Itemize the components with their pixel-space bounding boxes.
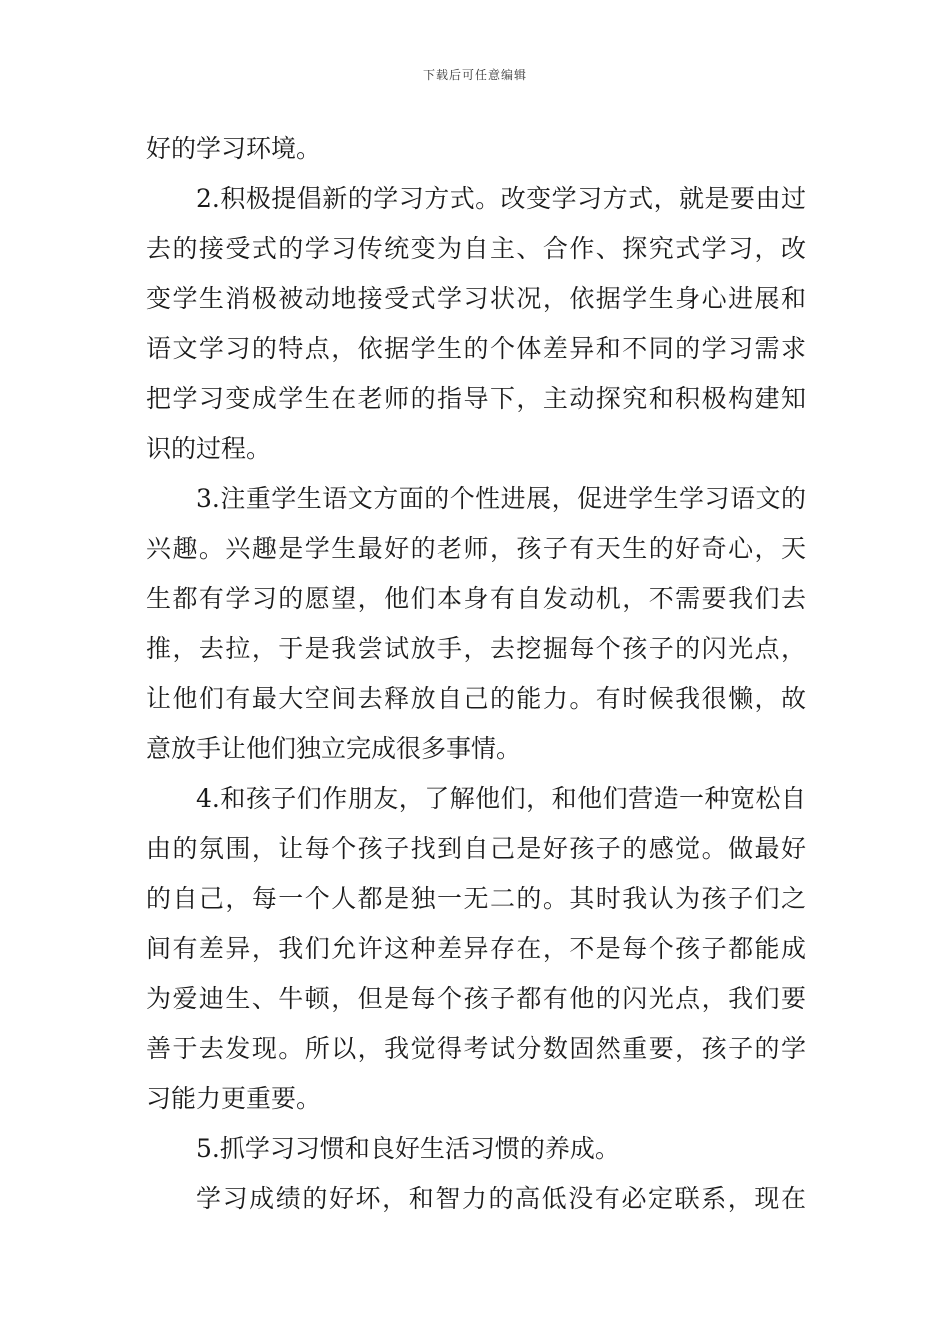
text-line: 2.积极提倡新的学习方式。改变学习方式，就是要由过 [196,184,806,213]
text-line: 3.注重学生语文方面的个性进展，促进学生学习语文的 [196,484,806,513]
text-line: 识的过程。 [146,434,272,463]
text-line: 意放手让他们独立完成很多事情。 [146,734,522,763]
text-line: 为爱迪生、牛顿，但是每个孩子都有他的闪光点，我们要 [146,984,806,1013]
text-line: 让他们有最大空间去释放自己的能力。有时候我很懒，故 [146,684,806,713]
document-body [146,124,806,1224]
text-line: 语文学习的特点，依据学生的个体差异和不同的学习需求 [146,334,806,363]
text-line: 的自己，每一个人都是独一无二的。其时我认为孩子们之 [146,884,806,913]
text-line: 兴趣。兴趣是学生最好的老师，孩子有天生的好奇心，天 [146,534,806,563]
text-line: 间有差异，我们允许这种差异存在，不是每个孩子都能成 [146,934,806,963]
text-line: 生都有学习的愿望，他们本身有自发动机，不需要我们去 [146,584,806,613]
page-header-note: 下载后可任意编辑 [422,68,527,82]
text-line: 习能力更重要。 [146,1084,322,1113]
text-line: 4.和孩子们作朋友，了解他们，和他们营造一种宽松自 [196,784,806,813]
text-line: 由的氛围，让每个孩子找到自己是好孩子的感觉。做最好 [146,834,806,863]
text-line: 变学生消极被动地接受式学习状况，依据学生身心进展和 [146,284,806,313]
text-line: 学习成绩的好坏，和智力的高低没有必定联系，现在 [196,1184,806,1213]
text-line: 把学习变成学生在老师的指导下，主动探究和积极构建知 [146,384,806,413]
text-line: 善于去发现。所以，我觉得考试分数固然重要，孩子的学 [146,1034,806,1063]
text-line: 5.抓学习习惯和良好生活习惯的养成。 [196,1134,620,1163]
text-line: 好的学习环境。 [146,134,322,163]
text-line: 去的接受式的学习传统变为自主、合作、探究式学习，改 [146,234,806,263]
text-line: 推，去拉，于是我尝试放手，去挖掘每个孩子的闪光点， [146,634,806,663]
